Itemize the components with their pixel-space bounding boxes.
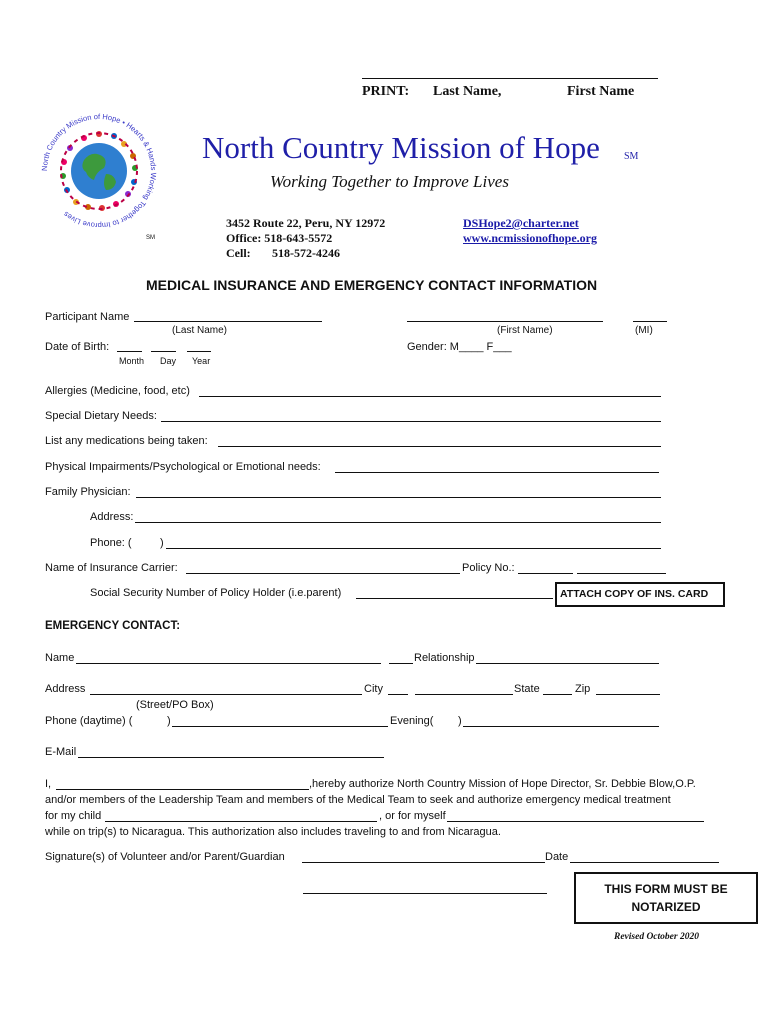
last-name-field[interactable] (134, 321, 322, 322)
dob-day-caption: Day (160, 356, 177, 366)
auth-child-field[interactable] (105, 821, 377, 822)
ec-address-label: Address (45, 683, 86, 695)
print-label: PRINT: (362, 84, 410, 99)
participant-name-label: Participant Name (45, 311, 130, 323)
notarized-line1: THIS FORM MUST BE (604, 882, 728, 896)
org-tagline: Working Together to Improve Lives (270, 172, 509, 191)
ec-email-field[interactable] (78, 757, 384, 758)
ec-relationship-label: Relationship (414, 652, 475, 664)
ec-phone-day-field[interactable] (172, 726, 388, 727)
ec-evening-label: Evening( (390, 715, 434, 727)
insurance-field[interactable] (186, 573, 460, 574)
org-cell-label: Cell: (226, 246, 251, 260)
first-name-field[interactable] (407, 321, 603, 322)
auth-name-field[interactable] (56, 789, 309, 790)
ec-evening-field[interactable] (463, 726, 659, 727)
ec-phone-day-label: Phone (daytime) ( (45, 715, 133, 727)
dob-year-caption: Year (192, 356, 211, 366)
attach-card-text: ATTACH COPY OF INS. CARD (560, 588, 709, 600)
org-office: Office: 518-643-5572 (226, 231, 333, 245)
auth-line3-a: for my child (45, 810, 102, 822)
dietary-label: Special Dietary Needs: (45, 410, 157, 422)
first-name-caption: (First Name) (497, 325, 553, 336)
dob-day-field[interactable] (151, 351, 176, 352)
notarized-line2: NOTARIZED (631, 900, 701, 914)
ec-zip-label: Zip (575, 683, 591, 695)
ec-address-field[interactable] (90, 694, 362, 695)
org-cell: 518-572-4246 (272, 246, 340, 260)
gender-field[interactable]: Gender: M____ F___ (407, 341, 512, 353)
impairments-field[interactable] (335, 472, 659, 473)
auth-line2: and/or members of the Leadership Team and members of the Medical Team to seek and authorize emergency medical treatment (45, 794, 671, 806)
print-name-line[interactable] (362, 78, 658, 79)
last-name-label: Last Name, (433, 84, 502, 99)
physician-phone-label: Phone: ( (90, 537, 132, 549)
policy-field-b[interactable] (577, 573, 666, 574)
ec-zip-field[interactable] (596, 694, 660, 695)
last-name-caption: (Last Name) (172, 325, 228, 336)
dietary-field[interactable] (161, 421, 661, 422)
notarized-box (574, 872, 758, 924)
form-title: MEDICAL INSURANCE AND EMERGENCY CONTACT INFORMATION (146, 277, 598, 293)
auth-line4: while on trip(s) to Nicaragua. This authorization also includes traveling to and from Nicaragua. (45, 826, 501, 838)
ec-street-caption: (Street/PO Box) (136, 699, 214, 711)
second-signature-field[interactable] (303, 893, 547, 894)
emergency-heading: EMERGENCY CONTACT: (45, 620, 181, 632)
org-email-link[interactable]: DSHope2@charter.net (463, 216, 579, 230)
date-label: Date (545, 851, 569, 863)
auth-myself-field[interactable] (447, 821, 704, 822)
ec-phone-day-close: ) (167, 715, 171, 727)
ec-name-label: Name (45, 652, 75, 664)
physician-address-field[interactable] (135, 522, 661, 523)
physician-field[interactable] (136, 497, 661, 498)
physician-address-label: Address: (90, 511, 134, 523)
logo (36, 108, 162, 234)
logo-sm: SM (146, 235, 155, 241)
org-name: North Country Mission of Hope (202, 130, 600, 165)
allergies-field[interactable] (199, 396, 661, 397)
auth-i: I, (45, 778, 52, 790)
ec-city-field[interactable] (388, 694, 408, 695)
mi-field[interactable] (633, 321, 667, 322)
physician-label: Family Physician: (45, 486, 131, 498)
auth-line1: ,hereby authorize North Country Mission of Hope Director, Sr. Debbie Blow,O.P. (309, 778, 696, 790)
ec-evening-close: ) (458, 715, 462, 727)
ec-relationship-field[interactable] (476, 663, 659, 664)
first-name-label: First Name (567, 84, 635, 99)
dob-year-field[interactable] (187, 351, 211, 352)
date-field[interactable] (570, 862, 719, 863)
attach-card-box (555, 582, 725, 607)
dob-month-field[interactable] (117, 351, 142, 352)
auth-line3-b: , or for myself (379, 810, 446, 822)
insurance-label: Name of Insurance Carrier: (45, 562, 178, 574)
ec-city-field-b[interactable] (415, 694, 513, 695)
ec-relationship-pre (389, 663, 413, 664)
logo-ring-text: North Country Mission of Hope • Hearts & Hands Working Together to Improve Lives (39, 111, 159, 231)
mi-caption: (MI) (635, 325, 653, 336)
ec-city-label: City (364, 683, 383, 695)
ssn-field[interactable] (356, 598, 553, 599)
dob-label: Date of Birth: (45, 341, 110, 353)
revised-date: Revised October 2020 (614, 932, 699, 942)
ec-state-field[interactable] (543, 694, 572, 695)
org-address: 3452 Route 22, Peru, NY 12972 (226, 216, 386, 230)
ec-state-label: State (514, 683, 540, 695)
ssn-label: Social Security Number of Policy Holder (i.e.parent) (90, 587, 342, 599)
signature-field[interactable] (302, 862, 545, 863)
ec-name-field[interactable] (76, 663, 381, 664)
policy-label: Policy No.: (462, 562, 515, 574)
allergies-label: Allergies (Medicine, food, etc) (45, 385, 190, 397)
medications-label: List any medications being taken: (45, 435, 208, 447)
physician-phone-field[interactable] (166, 548, 661, 549)
policy-field-a[interactable] (518, 573, 573, 574)
medications-field[interactable] (218, 446, 661, 447)
signature-label: Signature(s) of Volunteer and/or Parent/Guardian (45, 851, 285, 863)
dob-month-caption: Month (119, 356, 145, 366)
impairments-label: Physical Impairments/Psychological or Emotional needs: (45, 461, 321, 473)
org-website-link[interactable]: www.ncmissionofhope.org (463, 231, 598, 245)
org-sm: SM (624, 151, 639, 162)
ec-email-label: E-Mail (45, 746, 77, 758)
physician-phone-close: ) (160, 537, 164, 549)
